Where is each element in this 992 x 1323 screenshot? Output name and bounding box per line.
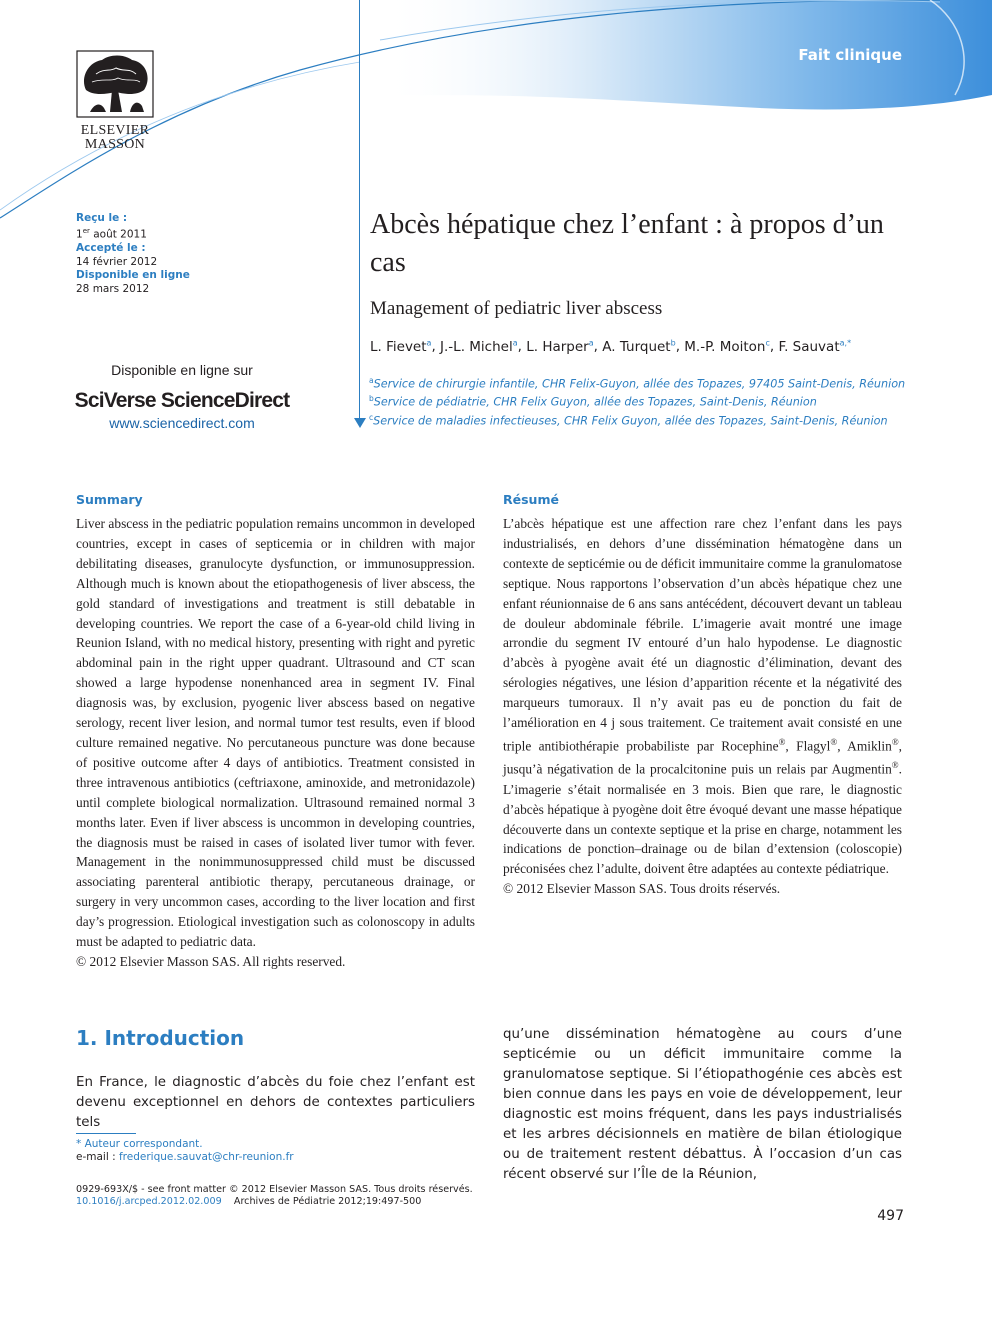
introduction-col2: qu’une dissémination hématogène au cours d’une septicémie ou un déficit immunitaire comme la granulomatose septique. Si l’étiopathogénie ces abcès est bien connue dans les pays en voie de développement, leur diagnostic est moins fréquent, dans les pays industrialisés et les arbres décisionnels en matière de bilan étiologique ou de traitement restent débattus. À l’occasion d’un cas récent observé sur l’Île de la Réunion,	[503, 1027, 902, 1182]
affiliation-list	[369, 374, 909, 429]
online-label: Disponible en ligne	[76, 269, 190, 282]
publisher-name-line1: ELSEVIER	[80, 123, 150, 138]
received-value: 1er août 2011	[76, 227, 147, 241]
sciencedirect-logo: SciVerse ScienceDirect	[74, 389, 290, 412]
author[interactable]: F. Sauvat$^{a,*}$	[778, 338, 852, 355]
author[interactable]: M.-P. Moiton$^c$	[684, 338, 770, 355]
arrow-down-icon	[354, 418, 366, 428]
received-label: Reçu le :	[76, 212, 128, 224]
sciencedirect-block	[72, 362, 292, 431]
affiliation-item: $^c$Service de maladies infectieuses, CHR Felix Guyon, allée des Topazes, Saint-Denis, Réunion	[369, 412, 888, 428]
header-vertical-rule	[359, 0, 360, 420]
doi-link[interactable]: 10.1016/j.arcped.2012.02.009	[76, 1196, 222, 1208]
accepted-label: Accepté le :	[76, 242, 146, 255]
article-title: Abcès hépatique chez l’enfant : à propos d’un cas	[370, 209, 884, 278]
resume-copyright: © 2012 Elsevier Masson SAS. Tous droits réservés.	[503, 881, 781, 897]
online-value: 28 mars 2012	[76, 282, 150, 295]
sciencedirect-link[interactable]: www.sciencedirect.com	[109, 415, 255, 431]
resume-text: L’abcès hépatique est une affection rare chez l’enfant dans les pays industrialisés, en dehors d’une dissémination hématogène dans un contexte de septicémie ou de déficit immunitaire comme la granulomatose septique. Nous rapportons l’observation d’un abcès hépatique chez une enfant réunionnaise de 6 ans sans antécédent, découvert devant un tableau de douleur abdominale fébrile. L’imagerie avait montré une image arrondie du segment IV entouré d’un halo hypodense. Le diagnostic d’abcès à pyogène avait été un diagnostic d’élimination, devant des sérologies négatives, une lésion d’apparition récente et la négativité des marqueurs tumoraux. Il n’y avait pas eu de ponction du fait de l’amélioration en 4 j sous traitement. Ce traitement avait consisté en une triple antibiothérapie probabiliste par Rocephine®, Flagyl®, Amiklin®, jusqu’à négativation de la procalcitonine puis un relais par Augmentin®. L’imagerie s’était normalisée en 3 mois. Bien que rare, le diagnostic d’abcès hépatique à pyogène doit être évoqué devant une masse hépatique découverte dans un contexte septique et la prise en charge, notamment les indications de ponction–drainage ou de bilan d’extension (coloscopie) préconisées chez l’adulte, doivent être adaptées au contexte pédiatrique. © 2012 Elsevier Masson SAS. Tous droits réservés.	[503, 514, 902, 899]
author[interactable]: A. Turquet$^b$	[602, 338, 676, 355]
resume-heading: Résumé	[503, 492, 559, 507]
corresponding-author-note: * Auteur correspondant.	[76, 1138, 203, 1150]
journal-citation: Archives de Pédiatrie 2012;19:497-500	[233, 1196, 422, 1208]
article-type-badge: Fait clinique	[798, 46, 902, 64]
issn-line: 0929-693X/$ - see front matter © 2012 Elsevier Masson SAS. Tous droits réservés.	[76, 1184, 473, 1195]
page-number: 497	[877, 1208, 904, 1224]
footnote-rule	[76, 1133, 136, 1134]
email-label: e-mail :	[76, 1151, 119, 1164]
introduction-heading: 1. Introduction	[76, 1026, 245, 1050]
elsevier-tree-icon	[76, 50, 154, 120]
email-link[interactable]: frederique.sauvat@chr-reunion.fr	[118, 1151, 294, 1164]
affiliation-item: $^a$Service de chirurgie infantile, CHR Felix-Guyon, allée des Topazes, 97405 Saint-Denis, Réunion	[369, 376, 906, 391]
author[interactable]: L. Fievet$^a$	[370, 338, 432, 355]
introduction-col1: En France, le diagnostic d’abcès du foie chez l’enfant est devenu exceptionnel en dehors de contextes particuliers tels	[76, 1075, 475, 1130]
author-list: L. Fievet$^a$, J.-L. Michel$^a$, L. Harper$^a$, A. Turquet$^b$, M.-P. Moiton$^c$, F. Sauvat$^{a,*}$	[370, 338, 852, 355]
summary-text: Liver abscess in the pediatric population remains uncommon in developed countries, except in cases of septicemia or in children with major debilitating diseases, granulocyte dysfunction, or immunosuppression. Although much is known about the etiopathogenesis of liver abscess, the gold standard of investigations and treatment is still debatable in developing countries. We report the case of a 6-year-old child living in Reunion Island, with no medical history, presenting with right and pyretic abdominal pain in the right upper quadrant. Ultrasound and CT scan showed a large hypodense nonenhanced area in segment IV. Final diagnosis was, by exclusion, pyogenic liver abscess based on negative serology, recent liver lesion, and normal tumor test results, even if blood culture remained negative. No percutaneous puncture was done because of positive outcome after 4 days of antibiotics. Treatment consisted in three intravenous antibiotics (ceftriaxone, aminoxide, and metronidazole) until complete biological normalization. Ultrasound remained normal 3 months later. Even if liver abscess is uncommon in developing countries, the diagnosis must be raised in cases of isolated liver tumor with fever. Management in the nonimmunosuppressed child must be discussed associating parenteral antibiotic therapy, percutaneous drainage, or surgery in very uncommon cases, according to the liver location and first day’s progression. Etiological investigation such as colonoscopy in adults must be adapted to pediatric data. © 2012 Elsevier Masson SAS. All rights reserved.	[76, 514, 475, 972]
article-subtitle: Management of pediatric liver abscess	[370, 298, 663, 319]
publisher-name-line2: MASSON	[84, 137, 146, 152]
available-online-text: Disponible en ligne sur	[111, 362, 253, 378]
summary-heading: Summary	[76, 492, 143, 507]
author[interactable]: J.-L. Michel$^a$	[440, 338, 518, 355]
page-footer	[76, 1184, 473, 1209]
elsevier-logo	[76, 50, 154, 152]
summary-copyright: © 2012 Elsevier Masson SAS. All rights reserved.	[76, 953, 346, 969]
accepted-value: 14 février 2012	[76, 255, 158, 268]
footnote	[76, 1138, 294, 1165]
doi-line	[76, 1196, 473, 1208]
author[interactable]: L. Harper$^a$	[526, 338, 594, 355]
affiliation-item: $^b$Service de pédiatrie, CHR Felix Guyon, allée des Topazes, Saint-Denis, Réunion	[369, 394, 817, 410]
article-dates	[76, 212, 190, 296]
